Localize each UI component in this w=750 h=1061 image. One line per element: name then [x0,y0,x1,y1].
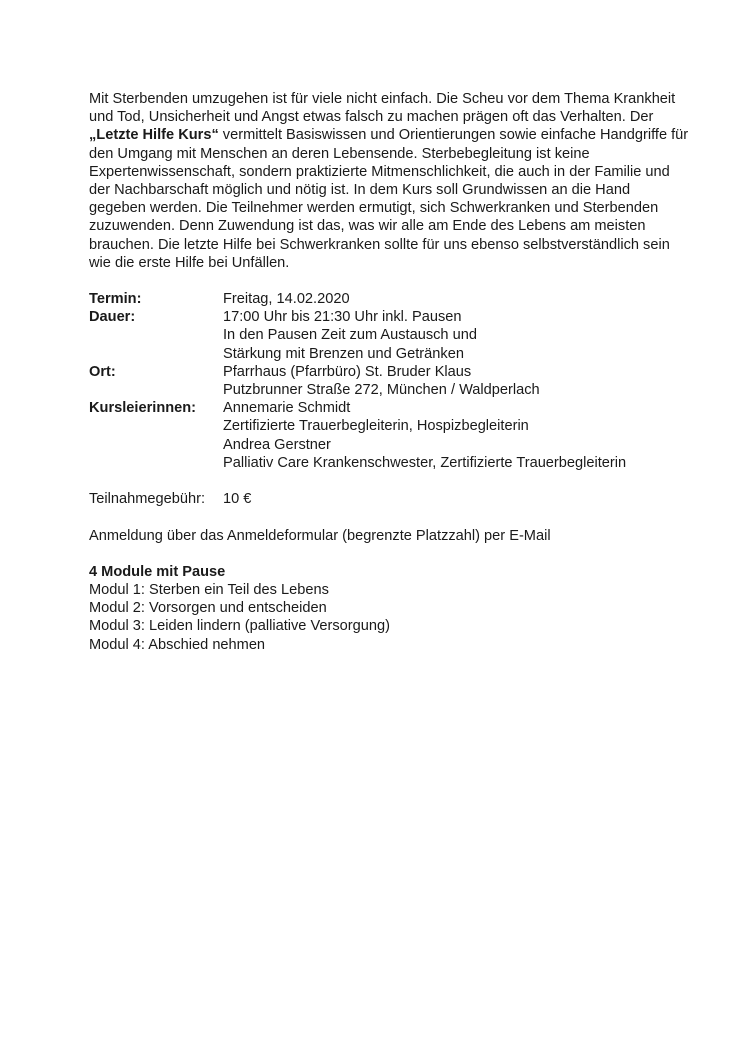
intro-line: Mit Sterbenden umzugehen ist für viele nicht einfach. Die Scheu vor dem Thema Krankheit [89,91,676,107]
detail-row-ort-cont [89,381,689,399]
dauer-label: Dauer: [89,309,136,326]
document-page [89,90,689,654]
module-item: Modul 1: Sterben ein Teil des Lebens [89,582,329,599]
instructor-qualification: Palliativ Care Krankenschwester, Zertifizierte Trauerbegleiterin [223,454,627,471]
fee-label: Teilnahmegebühr: [89,491,206,508]
spacer [89,272,689,290]
intro-line: brauchen. Die letzte Hilfe bei Schwerkranken sollte für uns ebenso selbstverständlich sein [89,236,670,253]
detail-row-dauer-cont [89,326,689,344]
kursleiterinnen-label: Kursleierinnen: [89,400,197,417]
dauer-value: 17:00 Uhr bis 21:30 Uhr inkl. Pausen [223,309,462,326]
detail-row-dauer-cont [89,345,689,363]
detail-row-dauer [89,308,689,326]
modules-heading: 4 Module mit Pause [89,563,226,580]
spacer [89,472,689,490]
ort-label: Ort: [89,363,116,380]
fee-value: 10 € [223,491,252,508]
module-item: Modul 2: Vorsorgen und entscheiden [89,600,327,617]
intro-line: und Tod, Unsicherheit und Angst etwas falsch zu machen prägen oft das Verhalten. Der [89,109,654,126]
intro-paragraph [89,90,689,272]
instructor-name: Andrea Gerstner [223,436,331,453]
detail-row-ort [89,363,689,381]
dauer-value: In den Pausen Zeit zum Austausch und [223,327,477,344]
intro-line: gegeben werden. Die Teilnehmer werden ermutigt, sich Schwerkranken und Sterbenden [89,200,659,217]
fee-row [89,490,689,508]
module-item: Modul 3: Leiden lindern (palliative Versorgung) [89,618,390,635]
detail-row-termin [89,290,689,308]
ort-value: Pfarrhaus (Pfarrbüro) St. Bruder Klaus [223,363,472,380]
spacer [89,508,689,526]
intro-line: wie die erste Hilfe bei Unfällen. [89,254,290,271]
ort-address: Putzbrunner Straße 272, München / Waldperlach [223,382,540,398]
course-details [89,290,689,472]
intro-line: zuzuwenden. Denn Zuwendung ist das, was wir alle am Ende des Lebens am meisten [89,218,646,235]
intro-line: den Umgang mit Menschen an deren Lebensende. Sterbebegleitung ist keine [89,145,590,162]
spacer [89,545,689,563]
intro-line: Expertenwissenschaft, sondern praktizierte Mitmenschlichkeit, die auch in der Familie und [89,163,670,180]
intro-line [89,126,689,144]
instructor-name: Annemarie Schmidt [223,400,351,417]
modules-section [89,563,689,654]
detail-row-kursleiterinnen-cont [89,436,689,454]
dauer-value: Stärkung mit Brenzen und Getränken [223,345,464,362]
intro-line-text: vermittelt Basiswissen und Orientierungen sowie einfache Handgriffe für [218,127,689,144]
detail-row-kursleiterinnen-cont [89,454,689,472]
instructor-qualification: Zertifizierte Trauerbegleiterin, Hospizbegleiterin [223,418,529,435]
module-item: Modul 4: Abschied nehmen [89,636,266,653]
detail-row-kursleiterinnen [89,399,689,417]
course-name: „Letzte Hilfe Kurs“ [89,127,219,144]
termin-value: Freitag, 14.02.2020 [223,291,350,308]
termin-label: Termin: [89,291,142,308]
intro-line: der Nachbarschaft möglich und nötig ist. In dem Kurs soll Grundwissen an die Hand [89,181,631,198]
registration-note: Anmeldung über das Anmeldeformular (begrenzte Platzzahl) per E-Mail [89,527,551,544]
detail-row-kursleiterinnen-cont [89,417,689,435]
